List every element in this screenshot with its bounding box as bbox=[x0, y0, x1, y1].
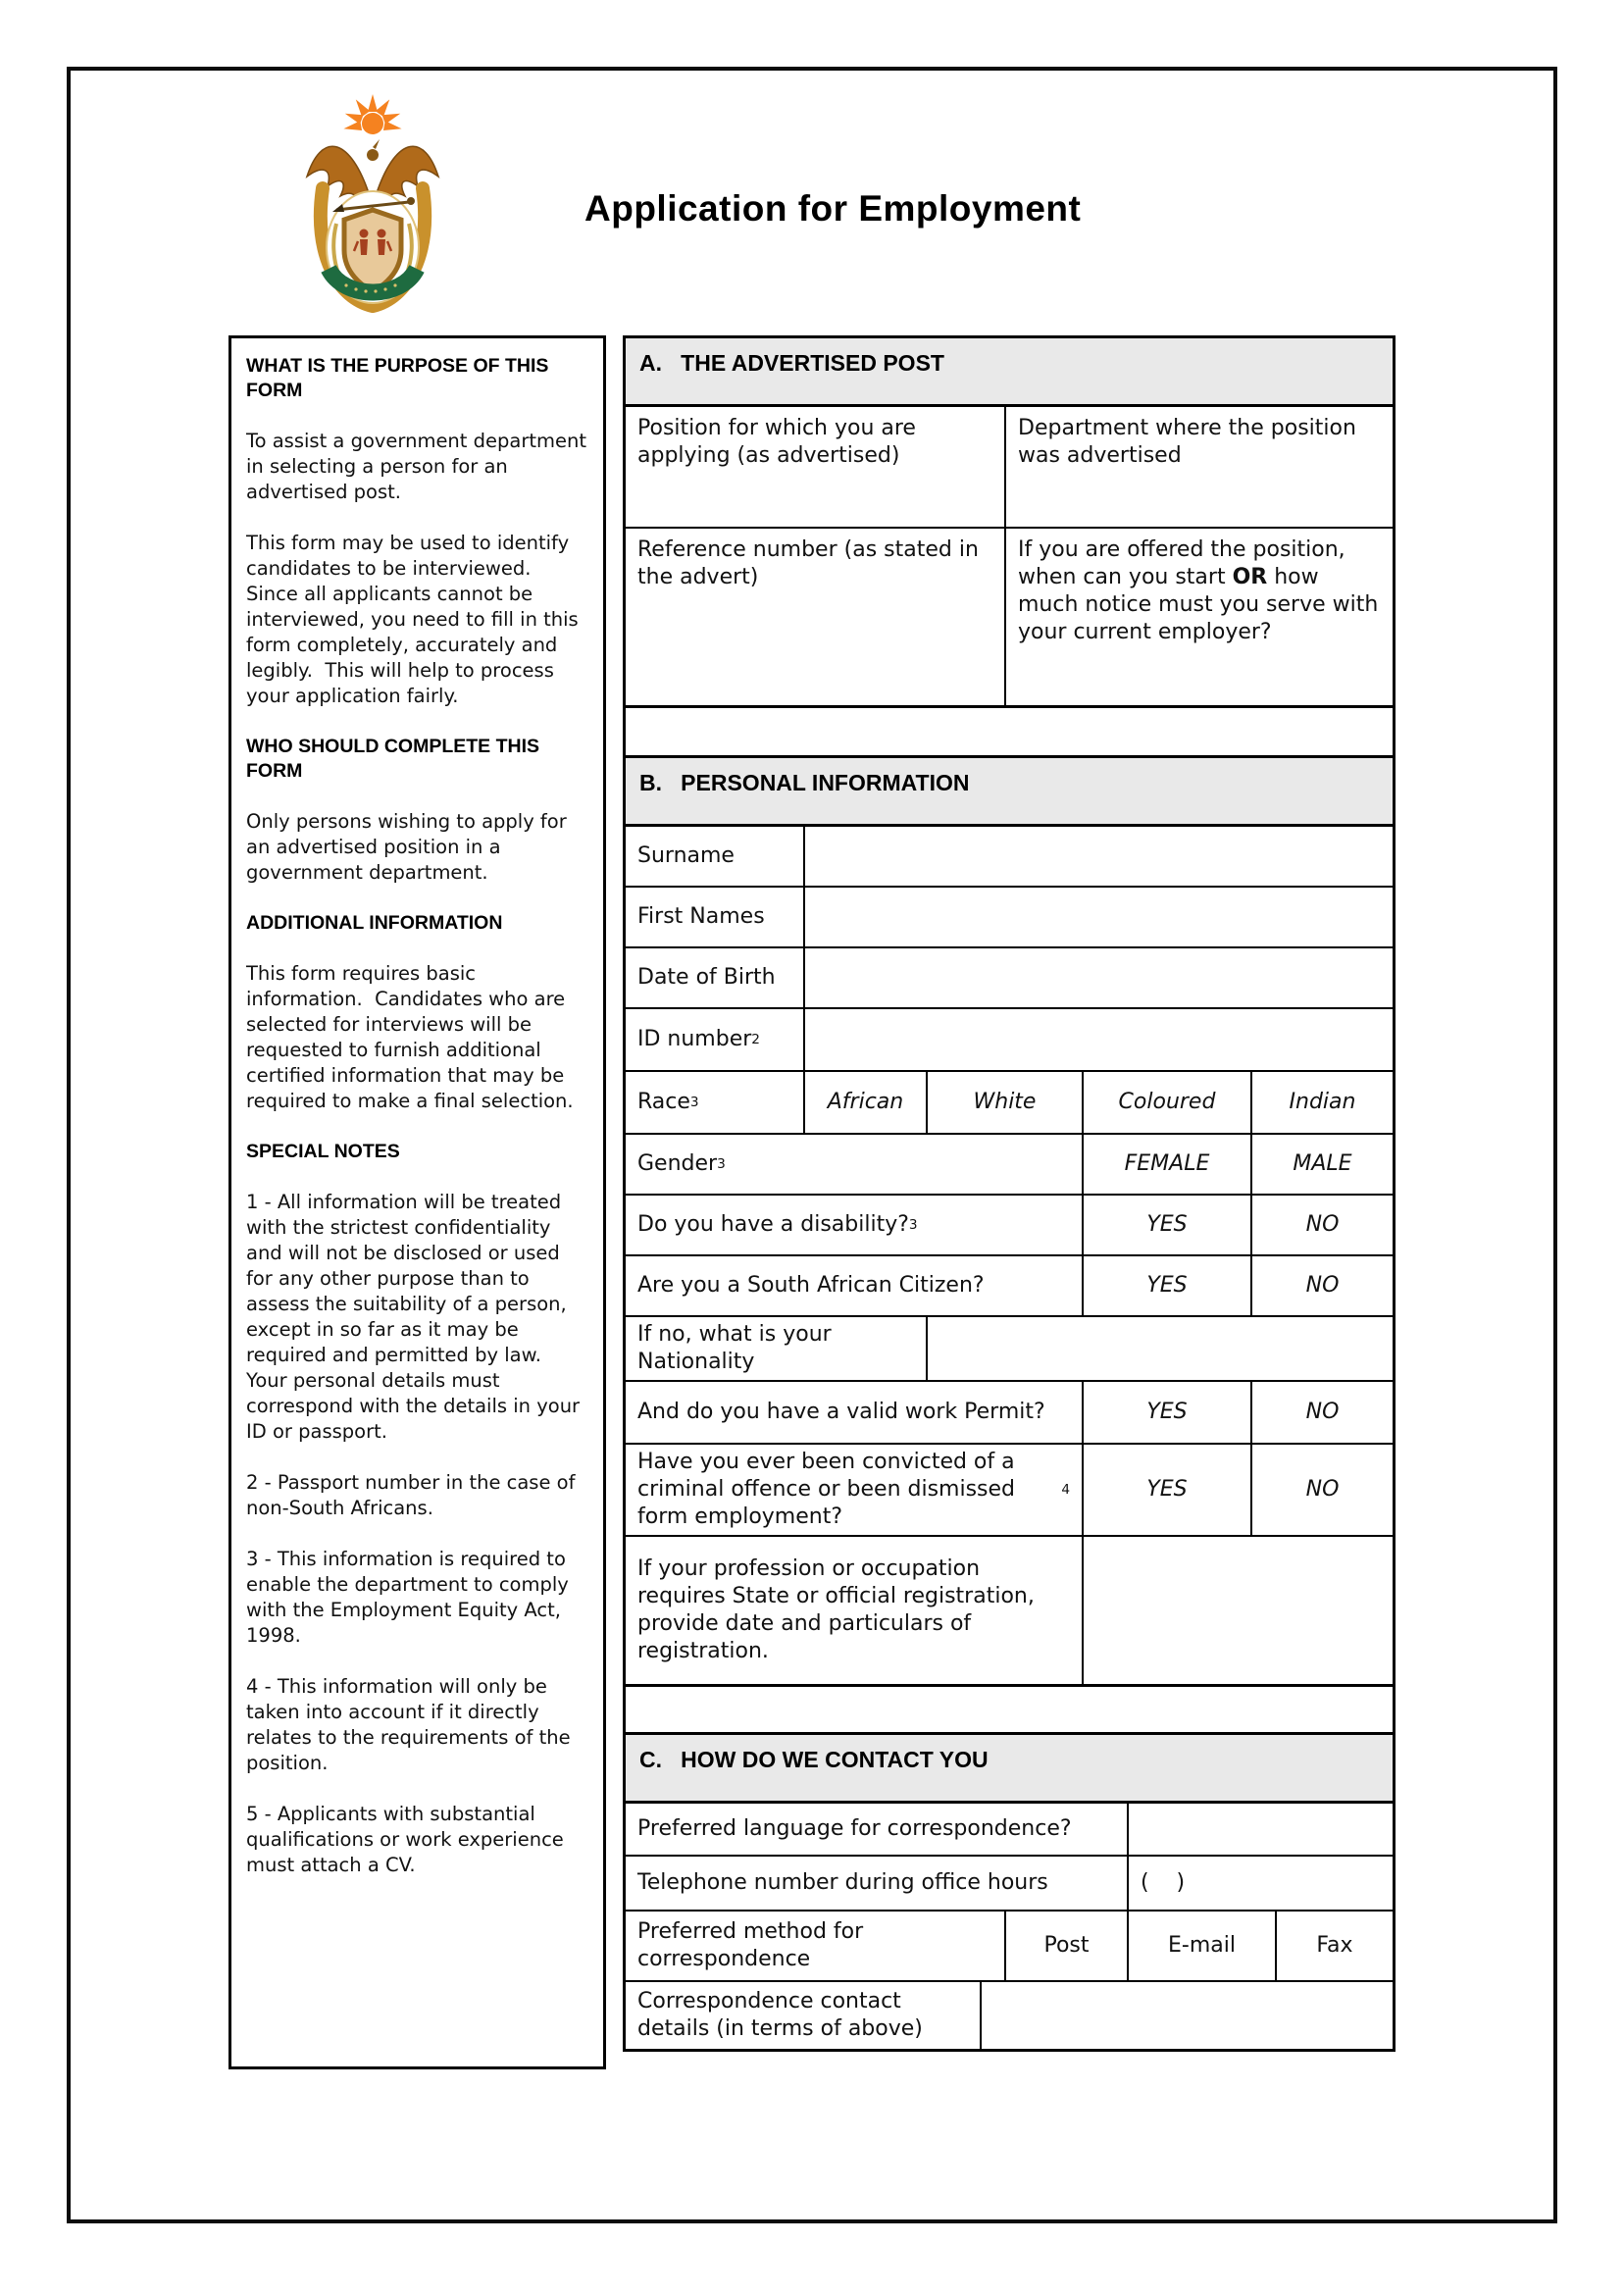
purpose-heading: WHAT IS THE PURPOSE OF THIS FORM bbox=[246, 355, 549, 401]
section-b-personal-information bbox=[623, 755, 1396, 1687]
method-option-fax[interactable]: Fax bbox=[1316, 1933, 1353, 1958]
disability-no-option[interactable]: NO bbox=[1305, 1212, 1340, 1237]
date-of-birth-label: Date of Birth bbox=[626, 948, 805, 1007]
offer-start-label bbox=[1006, 529, 1393, 705]
work-permit-yes-option[interactable]: YES bbox=[1084, 1382, 1252, 1443]
preferred-method-label: Preferred method for correspondence bbox=[626, 1912, 1006, 1980]
citizen-no-option[interactable]: NO bbox=[1305, 1273, 1340, 1298]
section-c-contact bbox=[623, 1732, 1396, 2052]
section-gap-a-b bbox=[623, 708, 1396, 755]
method-option-post[interactable]: Post bbox=[1006, 1912, 1129, 1980]
gender-option-male[interactable]: MALE bbox=[1293, 1151, 1352, 1176]
preferred-language-label: Preferred language for correspondence? bbox=[626, 1804, 1129, 1855]
offer-start-text: If you are offered the position, when can you start bbox=[1018, 537, 1345, 589]
id-number-text: ID number bbox=[637, 1027, 752, 1051]
work-permit-no-option[interactable]: NO bbox=[1305, 1400, 1340, 1424]
surname-input-cell[interactable] bbox=[805, 827, 1393, 886]
race-text: Race bbox=[637, 1090, 690, 1114]
registration-label: If your profession or occupation requires State or official registration, provide date and particulars of registration. bbox=[626, 1537, 1084, 1684]
section-c-heading: C. HOW DO WE CONTACT YOU bbox=[626, 1735, 1393, 1804]
citizen-yes-option[interactable]: YES bbox=[1084, 1256, 1252, 1315]
additional-info-paragraph: This form requires basic information. Candidates who are selected for interviews will be requested to furnish additional certified information that may be required to make a final selection. bbox=[246, 962, 574, 1112]
telephone-input-cell[interactable]: ( ) bbox=[1141, 1870, 1186, 1895]
form-main-column bbox=[623, 335, 1396, 2052]
purpose-paragraph-1: To assist a government department in selecting a person for an advertised post. bbox=[246, 430, 593, 503]
page-title: Application for Employment bbox=[584, 188, 1082, 229]
disability-yes-option[interactable]: YES bbox=[1084, 1196, 1252, 1254]
gender-text: Gender bbox=[637, 1151, 718, 1176]
method-option-email[interactable]: E-mail bbox=[1129, 1912, 1277, 1980]
citizen-label: Are you a South African Citizen? bbox=[626, 1256, 1084, 1315]
race-option-coloured[interactable]: Coloured bbox=[1084, 1072, 1252, 1133]
offer-notice-text: how much notice must you serve with your current employer? bbox=[1018, 565, 1379, 644]
disability-text: Do you have a disability? bbox=[637, 1212, 909, 1237]
gender-label: Gender 3 bbox=[626, 1135, 1084, 1194]
who-heading: WHO SHOULD COMPLETE THIS FORM bbox=[246, 736, 539, 782]
special-note-2: 2 - Passport number in the case of non-South Africans. bbox=[246, 1471, 582, 1519]
purpose-paragraph-2: This form may be used to identify candidates to be interviewed. Since all applicants cannot be interviewed, you need to fill in this form completely, accurately and legibly. This will help to process your application fairly. bbox=[246, 532, 584, 707]
correspondence-details-label: Correspondence contact details (in terms of above) bbox=[626, 1982, 982, 2049]
section-a-advertised-post bbox=[623, 335, 1396, 708]
convicted-no-option[interactable]: NO bbox=[1305, 1477, 1340, 1502]
convicted-text: Have you ever been convicted of a criminal offence or been dismissed form employment? bbox=[637, 1450, 1016, 1529]
offer-or-text: OR bbox=[1232, 565, 1268, 589]
additional-info-heading: ADDITIONAL INFORMATION bbox=[246, 912, 503, 934]
work-permit-label: And do you have a valid work Permit? bbox=[626, 1382, 1084, 1443]
coat-of-arms-graphic bbox=[288, 90, 457, 324]
convicted-label: Have you ever been convicted of a criminal offence or been dismissed form employment? 4 bbox=[626, 1445, 1084, 1535]
section-gap-b-c bbox=[623, 1687, 1396, 1732]
date-of-birth-input-cell[interactable] bbox=[805, 948, 1393, 1007]
registration-input-cell[interactable] bbox=[1084, 1537, 1393, 1684]
department-label: Department where the position was advertised bbox=[1018, 416, 1356, 468]
gender-option-female[interactable]: FEMALE bbox=[1084, 1135, 1252, 1194]
section-a-heading: A. THE ADVERTISED POST bbox=[626, 338, 1393, 407]
surname-label: Surname bbox=[626, 827, 805, 886]
first-names-label: First Names bbox=[626, 888, 805, 946]
instructions-sidebar bbox=[228, 335, 606, 2069]
race-option-indian[interactable]: Indian bbox=[1289, 1090, 1356, 1114]
race-option-african[interactable]: African bbox=[805, 1072, 928, 1133]
reference-number-label: Reference number (as stated in the advert) bbox=[626, 529, 1006, 705]
id-number-label: ID number 2 bbox=[626, 1009, 805, 1070]
special-note-5: 5 - Applicants with substantial qualifications or work experience must attach a CV. bbox=[246, 1803, 571, 1876]
first-names-input-cell[interactable] bbox=[805, 888, 1393, 946]
special-note-3: 3 - This information is required to enable the department to comply with the Employment Equity Act, 1998. bbox=[246, 1548, 576, 1647]
who-paragraph: Only persons wishing to apply for an advertised position in a government department. bbox=[246, 810, 573, 884]
disability-label: Do you have a disability? 3 bbox=[626, 1196, 1084, 1254]
id-number-input-cell[interactable] bbox=[805, 1009, 1393, 1070]
position-label: Position for which you are applying (as advertised) bbox=[626, 407, 1006, 527]
correspondence-details-input-cell[interactable] bbox=[982, 1982, 1393, 2049]
special-notes-heading: SPECIAL NOTES bbox=[246, 1141, 400, 1162]
convicted-yes-option[interactable]: YES bbox=[1084, 1445, 1252, 1535]
race-label: Race 3 bbox=[626, 1072, 805, 1133]
nationality-input-cell[interactable] bbox=[928, 1317, 1393, 1380]
section-b-heading: B. PERSONAL INFORMATION bbox=[626, 758, 1393, 827]
nationality-label: If no, what is your Nationality bbox=[626, 1317, 928, 1380]
special-note-4: 4 - This information will only be taken into account if it directly relates to the requirements of the position. bbox=[246, 1675, 577, 1774]
coat-of-arms-logo bbox=[288, 90, 457, 324]
preferred-language-input-cell[interactable] bbox=[1129, 1804, 1393, 1855]
race-option-white[interactable]: White bbox=[928, 1072, 1084, 1133]
special-note-1: 1 - All information will be treated with the strictest confidentiality and will not be disclosed or used for any other purpose than to assess the suitability of a person, except in so far as it may be required and permitted by law. Your personal details must correspond with the details in your ID or passport. bbox=[246, 1191, 586, 1443]
telephone-label: Telephone number during office hours bbox=[626, 1857, 1129, 1910]
